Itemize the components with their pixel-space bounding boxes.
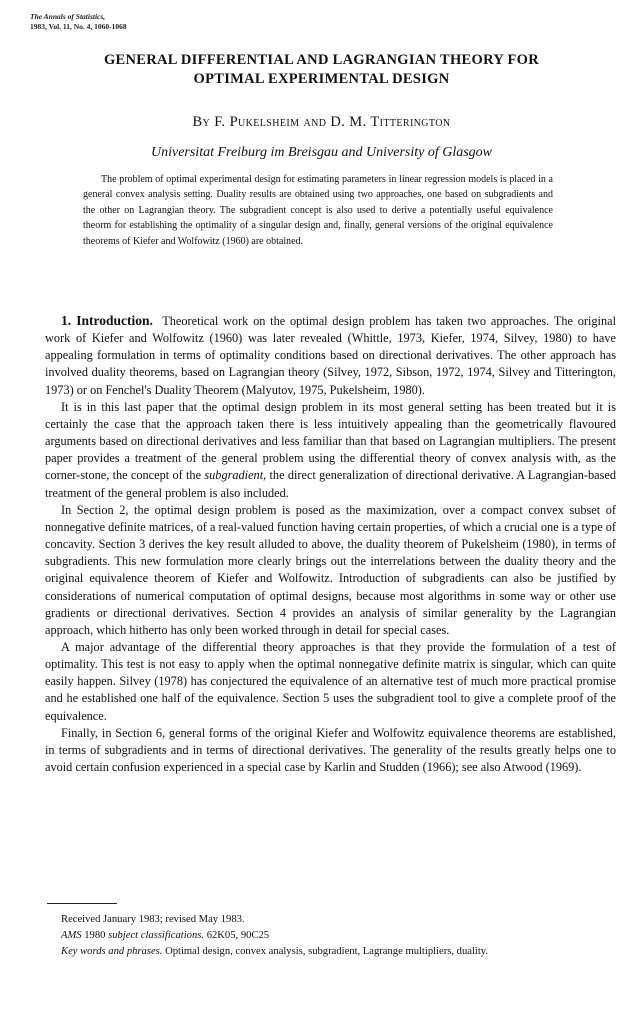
- keywords-label: Key words and phrases.: [61, 946, 163, 957]
- ams-subject-label: subject classifications.: [108, 930, 205, 941]
- footnote-keywords: [45, 944, 616, 960]
- author-2: D. M. Titterington: [330, 114, 451, 130]
- paragraph-3: In Section 2, the optimal design problem is posed as the maximization, over a compact convex subset of nonnegative definite matrices, of a real-valued function having certain properties, of which a crucial one is a type of concavity. Section 3 derives the key result alluded to above, the duality theorem of Pukelsheim (1980), in terms of subgradients. This new formulation more clearly brings out the interrelations between the duality theory and the original equivalence theorem of Kiefer and Wolfowitz. Introduction of subgradients can also be justified by considerations of numerical computation of optimal designs, because most algorithms in some way or other use gradients or directional derivatives. Section 4 provides an analysis of similar generality by the Lagrangian approach, which hitherto has only been worked through in detail for special cases.: [45, 502, 616, 637]
- footnote-ams: [45, 928, 616, 944]
- main-text: [45, 312, 616, 776]
- paper-title-line-1: GENERAL DIFFERENTIAL AND LAGRANGIAN THEORY FOR: [103, 52, 540, 68]
- subgradient-term: subgradient,: [204, 468, 267, 483]
- author-and: and: [303, 114, 327, 130]
- footnotes: [45, 912, 616, 960]
- paper-title: [30, 51, 613, 89]
- paper-title-line-2: OPTIMAL EXPERIMENTAL DESIGN: [193, 71, 450, 87]
- paragraph-2-text-b: the direct generalization of directional derivative. A Lagrangian-based treatment of the general problem is also included.: [45, 468, 616, 500]
- paragraph-4: A major advantage of the differential theory approaches is that they provide the formulation of a test of optimality. This test is not easy to apply when the optimal nonnegative definite matrix is singular, which can quite easily happen. Silvey (1978) has conjectured the equivalence of an alternative test of much more practical promise and he established one half of the equivalence. Section 5 uses the subgradient tool to give a complete proof of the equivalence.: [45, 639, 616, 723]
- keywords-text: Optimal design, convex analysis, subgradient, Lagrange multipliers, duality.: [165, 946, 489, 957]
- author-by: By: [192, 114, 211, 130]
- affiliation: Universitat Freiburg im Breisgau and University of Glasgow: [150, 145, 493, 160]
- paragraph-2: [45, 399, 616, 502]
- paragraph-1: [45, 312, 616, 399]
- journal-volume: 1983, Vol. 11, No. 4, 1060-1068: [30, 22, 127, 31]
- paragraph-2-text-a: It is in this last paper that the optimal design problem in its most general setting has been treated but it is certainly the case that the approach taken there is less intuitively appealing than the geometrically flavoured arguments based on directional derivatives and less familiar than that based on Lagrangian multipliers. The present paper provides a treatment of the general problem using the differential theory of convex analysis with, as the corner-stone, the concept of the: [45, 399, 616, 483]
- paragraph-5: Finally, in Section 6, general forms of the original Kiefer and Wolfowitz equivalence theorems are established, in terms of subgradients and in terms of directional derivatives. The generality of the results greatly helps one to avoid certain confusion experienced in a special case by Karlin and Studden (1966); see also Atwood (1969).: [45, 725, 616, 775]
- abstract: The problem of optimal experimental design for estimating parameters in linear regression models is placed in a general convex analysis setting. Duality results are obtained using two approaches, one based on subgradients and the other on Lagrangian theory. The subgradient concept is also used to derive a potentially useful equivalence theorm for establishing the optimality of a singular design and, finally, general versions of the original equivalence theorems of Kiefer and Wolfowitz (1960) are obtained.: [83, 174, 553, 247]
- section-heading: 1. Introduction.: [61, 313, 153, 328]
- paragraph-1-text: Theoretical work on the optimal design problem has taken two approaches. The original work of Kiefer and Wolfowitz (1960) was later revealed (Whittle, 1973, Kiefer, 1974, Silvey, 1980) to have appealing formulation in terms of optimality conditions based on directional derivatives. The other approach has involved duality theorems, based on Lagrangian theory (Silvey, 1972, Sibson, 1972, 1974, Silvey and Titterington, 1973) or on Fenchel's Duality Theorem (Malyutov, 1975, Pukelsheim, 1980).: [45, 314, 616, 397]
- ams-codes: 62K05, 90C25: [206, 930, 270, 941]
- ams-year: 1980: [84, 930, 106, 941]
- author-1: F. Pukelsheim: [214, 114, 300, 130]
- journal-header: [30, 12, 127, 32]
- journal-name: The Annals of Statistics,: [30, 12, 106, 21]
- ams-label: AMS: [61, 930, 82, 941]
- author-line: [30, 113, 613, 131]
- footnote-received: Received January 1983; revised May 1983.: [61, 914, 245, 925]
- footnote-divider: [47, 903, 117, 904]
